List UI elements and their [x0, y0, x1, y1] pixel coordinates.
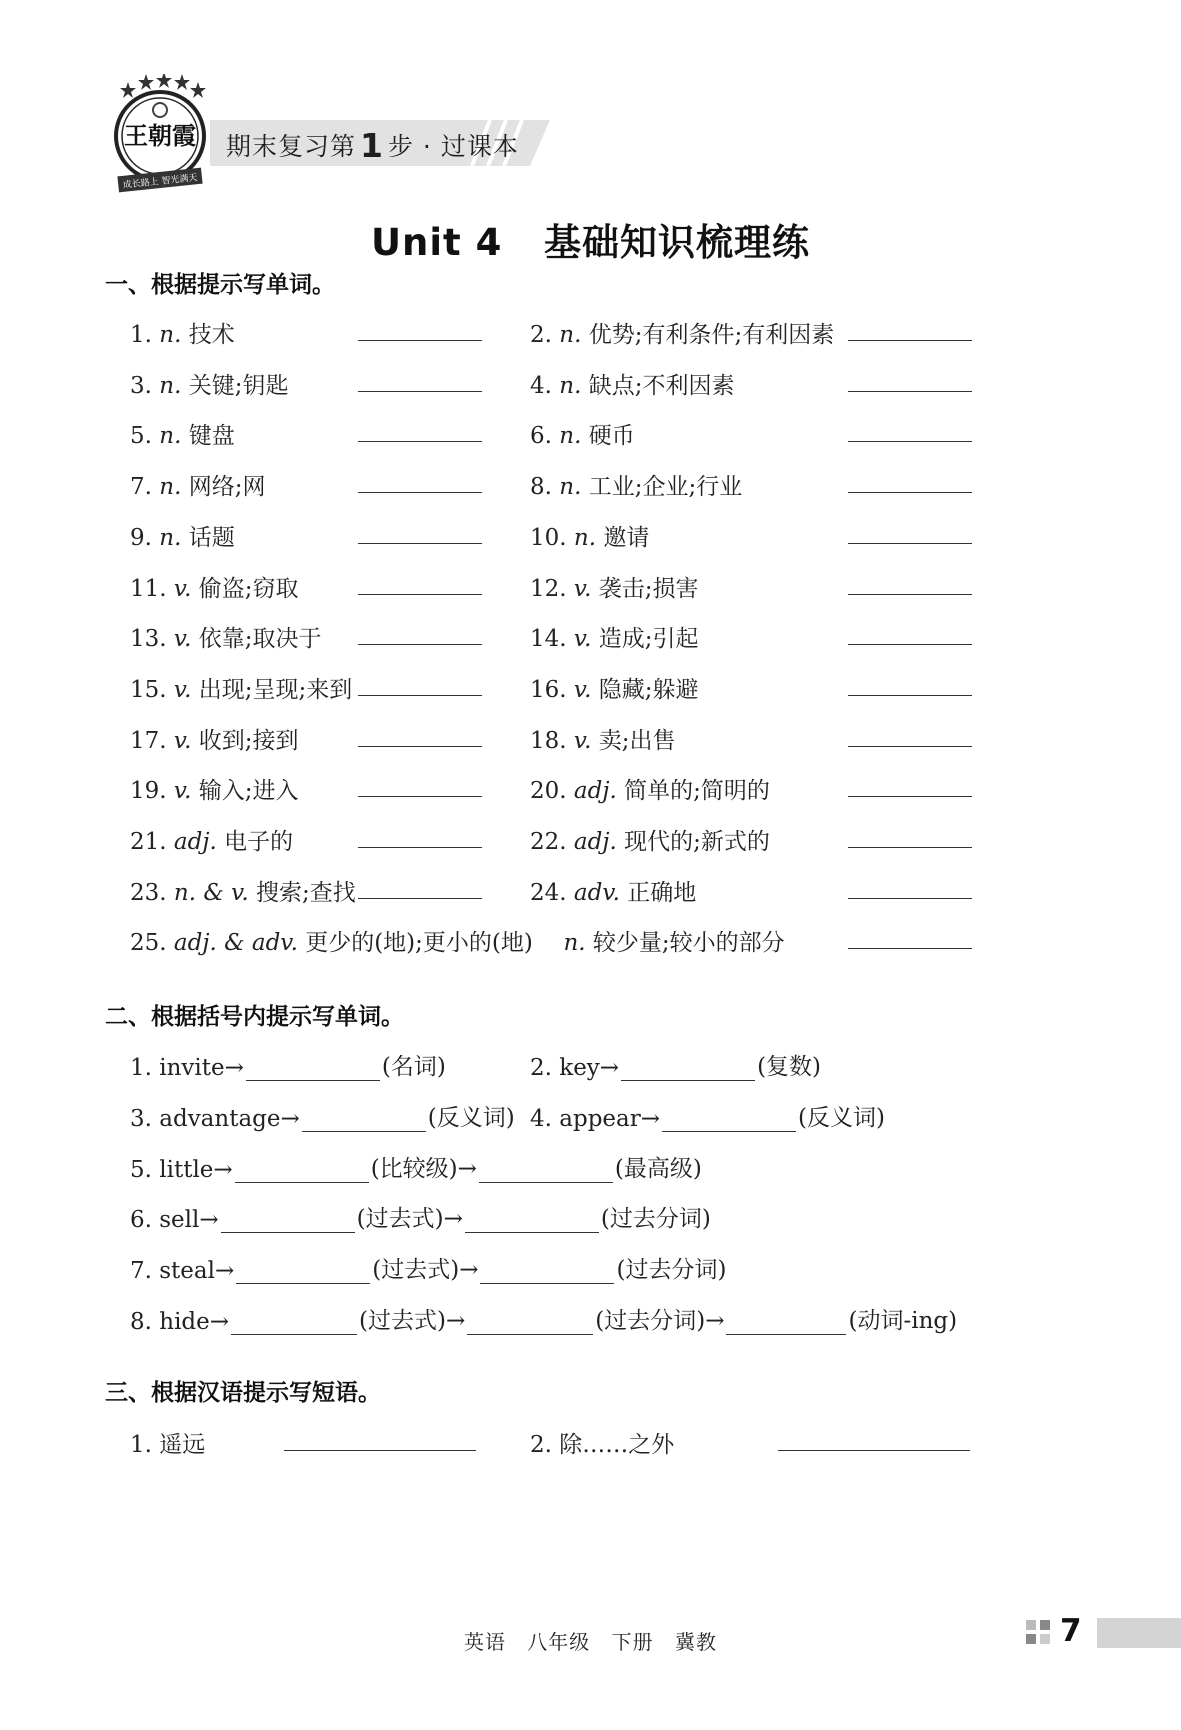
s3-item-2: 2. 除……之外	[530, 1432, 675, 1458]
answer-blank-5[interactable]	[358, 441, 482, 442]
s2-item-4: 4. appear→ (反义词)	[530, 1105, 885, 1132]
answer-blank[interactable]	[246, 1058, 380, 1081]
item-24: 24. adv. 正确地	[530, 880, 697, 906]
answer-blank-13[interactable]	[358, 644, 482, 645]
answer-blank-6[interactable]	[848, 441, 972, 442]
page-number-bar	[1097, 1618, 1181, 1648]
item-3: 3. n. 关键;钥匙	[130, 373, 289, 399]
answer-blank-10[interactable]	[848, 543, 972, 544]
item-9: 9. n. 话题	[130, 525, 235, 551]
item-14: 14. v. 造成;引起	[530, 626, 699, 652]
answer-blank[interactable]	[236, 1261, 370, 1284]
item-1: 1. n. 技术	[130, 322, 235, 348]
page-corner-decoration	[1026, 1620, 1056, 1650]
answer-blank-2[interactable]	[848, 340, 972, 341]
brand-slogan: 成长路上 智光满天	[122, 173, 198, 191]
item-5: 5. n. 键盘	[130, 423, 235, 449]
item-12: 12. v. 袭击;损害	[530, 576, 699, 602]
answer-blank[interactable]	[479, 1160, 613, 1183]
answer-blank[interactable]	[221, 1210, 355, 1233]
answer-blank-24[interactable]	[848, 898, 972, 899]
banner-pre: 期末复习第	[226, 132, 357, 161]
answer-blank-20[interactable]	[848, 796, 972, 797]
banner-step-number: 1	[360, 126, 384, 165]
section2-heading: 二、根据括号内提示写单词。	[105, 1004, 404, 1030]
s2-item-7: 7. steal→ (过去式)→ (过去分词)	[130, 1257, 727, 1284]
page-number: 7	[1060, 1613, 1082, 1649]
answer-blank-s3-1[interactable]	[284, 1450, 476, 1451]
answer-blank-17[interactable]	[358, 746, 482, 747]
item-25: 25. adj. & adv. 更少的(地);更小的(地) n. 较少量;较小的部分	[130, 930, 785, 956]
item-16: 16. v. 隐藏;躲避	[530, 677, 699, 703]
answer-blank[interactable]	[302, 1109, 426, 1132]
item-10: 10. n. 邀请	[530, 525, 650, 551]
answer-blank-25[interactable]	[848, 948, 972, 949]
answer-blank-3[interactable]	[358, 391, 482, 392]
item-11: 11. v. 偷盗;窃取	[130, 576, 299, 602]
item-13: 13. v. 依靠;取决于	[130, 626, 322, 652]
item-17: 17. v. 收到;接到	[130, 728, 299, 754]
item-7: 7. n. 网络;网	[130, 474, 266, 500]
answer-blank[interactable]	[726, 1312, 846, 1335]
s2-item-1: 1. invite→ (名词)	[130, 1054, 446, 1081]
header-banner-text	[226, 126, 519, 165]
s2-item-3: 3. advantage→ (反义词)	[130, 1105, 515, 1132]
s2-item-8: 8. hide→ (过去式)→ (过去分词)→ (动词-ing)	[130, 1308, 958, 1335]
item-4: 4. n. 缺点;不利因素	[530, 373, 735, 399]
item-15: 15. v. 出现;呈现;来到	[130, 677, 353, 703]
brand-logo	[104, 74, 216, 206]
page-title: Unit 4 基础知识梳理练	[370, 221, 811, 264]
answer-blank[interactable]	[235, 1160, 369, 1183]
section3-heading: 三、根据汉语提示写短语。	[105, 1380, 381, 1406]
item-21: 21. adj. 电子的	[130, 829, 294, 855]
answer-blank-8[interactable]	[848, 492, 972, 493]
item-8: 8. n. 工业;企业;行业	[530, 474, 743, 500]
answer-blank-12[interactable]	[848, 594, 972, 595]
answer-blank-9[interactable]	[358, 543, 482, 544]
answer-blank-1[interactable]	[358, 340, 482, 341]
answer-blank[interactable]	[467, 1312, 593, 1335]
item-2: 2. n. 优势;有利条件;有利因素	[530, 322, 835, 348]
item-6: 6. n. 硬币	[530, 423, 635, 449]
item-18: 18. v. 卖;出售	[530, 728, 676, 754]
answer-blank-7[interactable]	[358, 492, 482, 493]
footer-book-info: 英语 八年级 下册 冀教	[463, 1630, 718, 1654]
section1-heading: 一、根据提示写单词。	[105, 272, 335, 298]
s2-item-2: 2. key→ (复数)	[530, 1054, 822, 1081]
item-23: 23. n. & v. 搜索;查找	[130, 880, 356, 906]
answer-blank-4[interactable]	[848, 391, 972, 392]
answer-blank[interactable]	[662, 1109, 796, 1132]
brand-logo-text: 王朝霞	[124, 121, 196, 150]
banner-post: 步 · 过课本	[387, 132, 519, 161]
answer-blank-23[interactable]	[358, 898, 482, 899]
answer-blank-19[interactable]	[358, 796, 482, 797]
item-19: 19. v. 输入;进入	[130, 778, 299, 804]
answer-blank-16[interactable]	[848, 695, 972, 696]
answer-blank-s3-2[interactable]	[778, 1450, 970, 1451]
answer-blank-22[interactable]	[848, 847, 972, 848]
s3-item-1: 1. 遥远	[130, 1432, 206, 1458]
item-22: 22. adj. 现代的;新式的	[530, 829, 770, 855]
answer-blank[interactable]	[465, 1210, 599, 1233]
s2-item-5: 5. little→ (比较级)→ (最高级)	[130, 1156, 702, 1183]
answer-blank-14[interactable]	[848, 644, 972, 645]
answer-blank[interactable]	[480, 1261, 614, 1284]
answer-blank[interactable]	[231, 1312, 357, 1335]
answer-blank-21[interactable]	[358, 847, 482, 848]
item-20: 20. adj. 简单的;简明的	[530, 778, 770, 804]
answer-blank-18[interactable]	[848, 746, 972, 747]
s2-item-6: 6. sell→ (过去式)→ (过去分词)	[130, 1206, 711, 1233]
answer-blank-15[interactable]	[358, 695, 482, 696]
answer-blank[interactable]	[621, 1058, 755, 1081]
answer-blank-11[interactable]	[358, 594, 482, 595]
